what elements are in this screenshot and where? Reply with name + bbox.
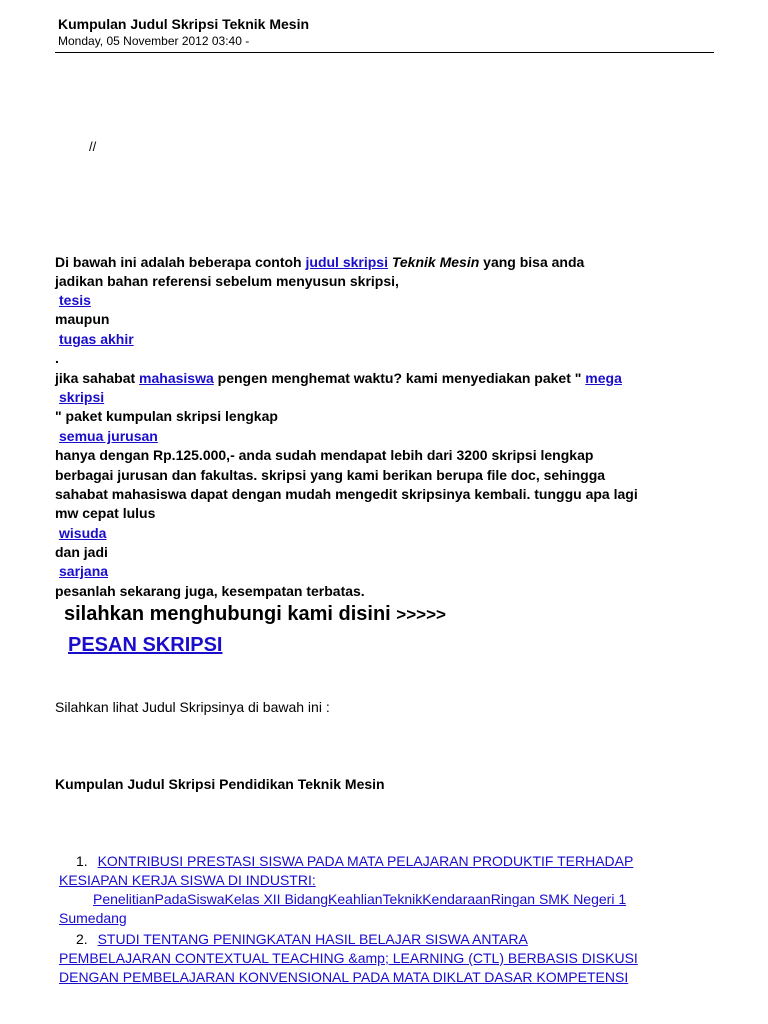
list-item-link[interactable]: PEMBELAJARAN CONTEXTUAL TEACHING &amp; LEARNING (CTL) BERBASIS DISKUSI (59, 950, 638, 966)
link-judul-skripsi[interactable]: judul skripsi (305, 254, 388, 270)
link-mega[interactable]: mega (585, 370, 622, 386)
contact-arrows: >>>>> (396, 605, 446, 624)
list-number: 2. (76, 931, 88, 947)
promo-text: Di bawah ini adalah beberapa contoh (55, 254, 302, 270)
promo-line-10: hanya dengan Rp.125.000,- anda sudah mendapat lebih dari 3200 skripsi lengkap (55, 447, 594, 463)
header-divider (55, 52, 714, 53)
promo-line-2: jadikan bahan referensi sebelum menyusun skripsi, (55, 273, 399, 289)
promo-text: pengen menghemat waktu? kami menyediakan paket " (217, 370, 582, 386)
list-item-link[interactable]: PenelitianPadaSiswaKelas XII BidangKeahlianTeknikKendaraanRingan SMK Negeri 1 (93, 891, 627, 907)
contact-text: silahkan menghubungi kami disini (64, 603, 391, 625)
list-item-1-line-2 (59, 872, 316, 888)
link-skripsi[interactable]: skripsi (59, 389, 105, 405)
promo-line-1 (55, 254, 584, 270)
promo-line-6 (55, 370, 622, 386)
document-date: Monday, 05 November 2012 03:40 - (58, 34, 250, 48)
promo-line-16 (59, 563, 108, 579)
list-item-1-line-1 (76, 853, 633, 869)
list-item-1-line-3 (93, 891, 626, 907)
list-item-link[interactable]: Sumedang (59, 910, 127, 926)
promo-dot: . (55, 350, 59, 366)
section-title: Kumpulan Judul Skripsi Pendidikan Teknik Mesin (55, 776, 385, 792)
promo-line-12: sahabat mahasiswa dapat dengan mudah mengedit skripsinya kembali. tunggu apa lagi (55, 486, 638, 502)
list-item-link[interactable]: STUDI TENTANG PENINGKATAN HASIL BELAJAR SISWA ANTARA (97, 931, 528, 947)
list-number: 1. (76, 853, 88, 869)
promo-line-17: pesanlah sekarang juga, kesempatan terbatas. (55, 583, 365, 599)
link-semua-jurusan[interactable]: semua jurusan (59, 428, 158, 444)
promo-line-8: " paket kumpulan skripsi lengkap (55, 408, 278, 424)
promo-line-11: berbagai jurusan dan fakultas. skripsi yang kami berikan berupa file doc, sehingga (55, 467, 606, 483)
promo-line-5 (59, 331, 134, 347)
comment-slashes: // (89, 139, 97, 154)
list-item-link[interactable]: KONTRIBUSI PRESTASI SISWA PADA MATA PELAJARAN PRODUKTIF TERHADAP (97, 853, 634, 869)
contact-line (64, 603, 446, 626)
promo-line-14 (59, 525, 106, 541)
list-item-link[interactable]: KESIAPAN KERJA SISWA DI INDUSTRI: (59, 872, 316, 888)
document-title: Kumpulan Judul Skripsi Teknik Mesin (58, 16, 310, 32)
promo-line-4: maupun (55, 311, 110, 327)
link-mahasiswa[interactable]: mahasiswa (139, 370, 214, 386)
promo-line-7 (59, 389, 104, 405)
promo-emphasis: Teknik Mesin (391, 254, 480, 270)
intro-heading: Silahkan lihat Judul Skripsinya di bawah ini : (55, 699, 330, 715)
list-item-2-line-2 (59, 950, 638, 966)
promo-text: yang bisa anda (483, 254, 585, 270)
link-tugas-akhir[interactable]: tugas akhir (59, 331, 134, 347)
promo-line-9 (59, 428, 158, 444)
list-item-2-line-3 (59, 969, 628, 985)
promo-line-15: dan jadi (55, 544, 108, 560)
promo-text: jika sahabat (55, 370, 136, 386)
list-item-2-line-1 (76, 931, 528, 947)
promo-line-3 (59, 292, 91, 308)
promo-line-13: mw cepat lulus (55, 505, 156, 521)
link-pesan-skripsi[interactable]: PESAN SKRIPSI (68, 634, 223, 656)
link-sarjana[interactable]: sarjana (59, 563, 109, 579)
list-item-1-line-4 (59, 910, 127, 926)
pesan-line (68, 634, 222, 657)
link-tesis[interactable]: tesis (59, 292, 91, 308)
list-item-link[interactable]: DENGAN PEMBELAJARAN KONVENSIONAL PADA MATA DIKLAT DASAR KOMPETENSI (59, 969, 629, 985)
link-wisuda[interactable]: wisuda (59, 525, 107, 541)
